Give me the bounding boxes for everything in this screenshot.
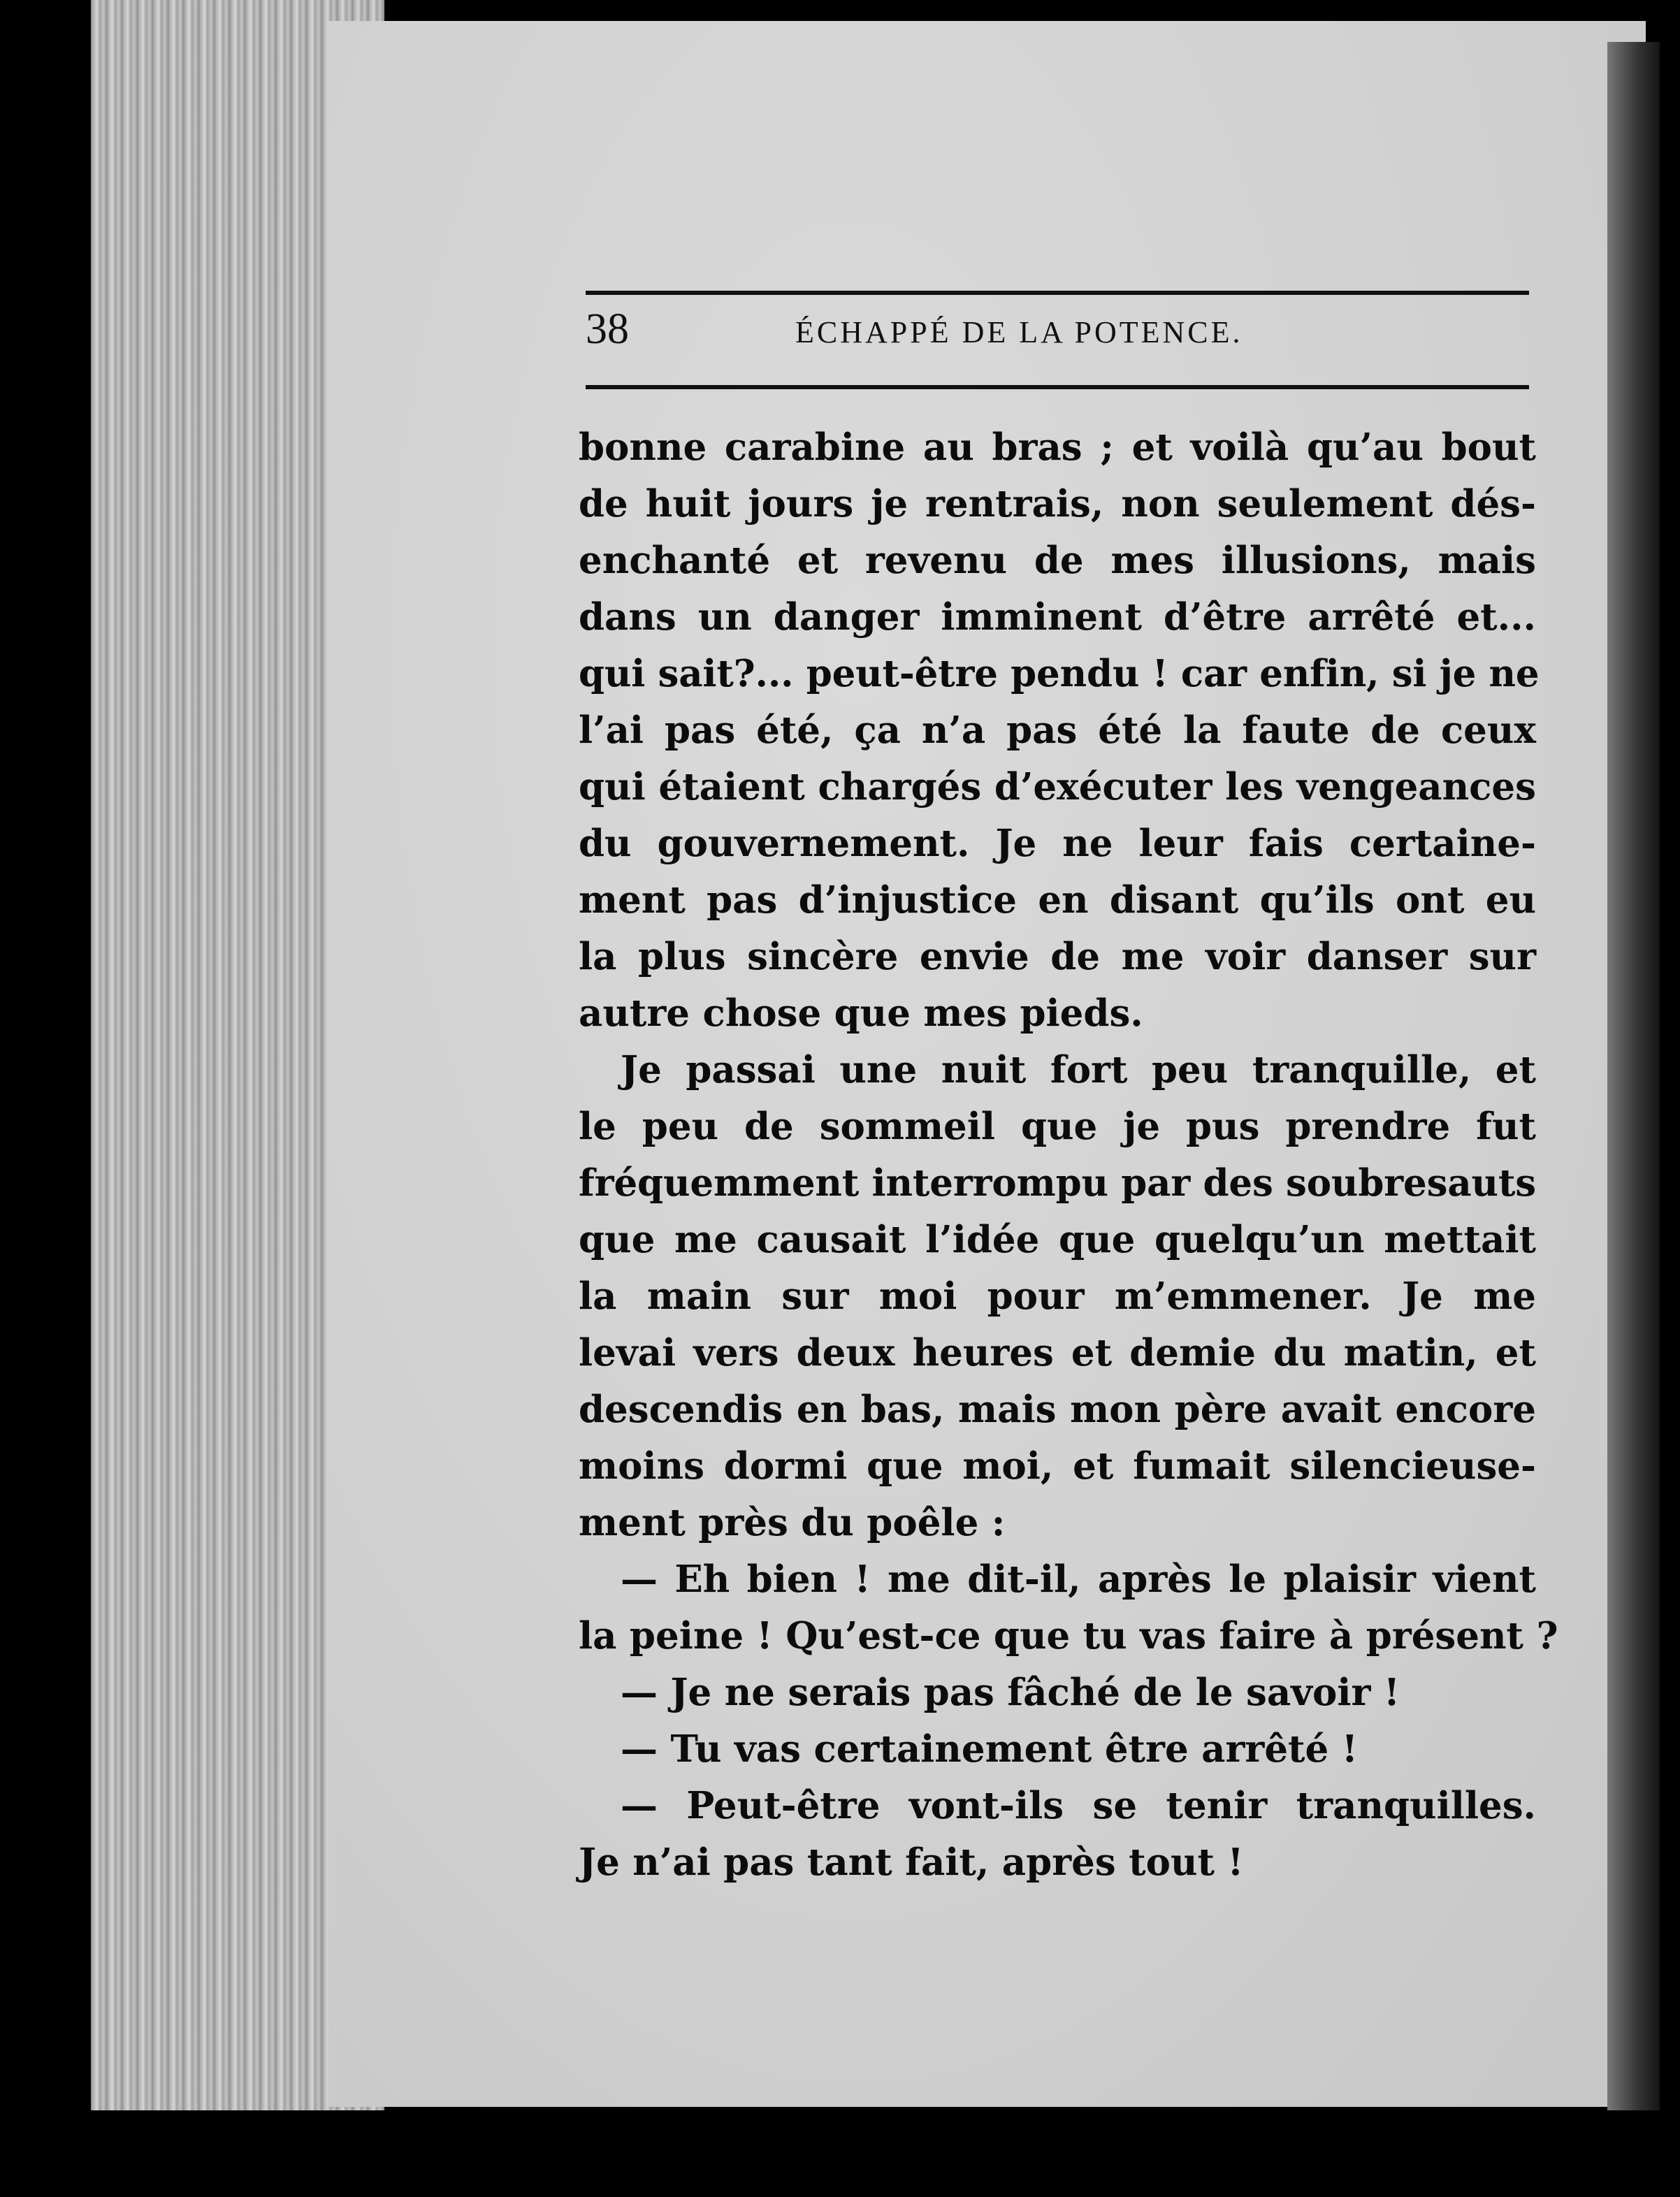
text-line: descendis en bas, mais mon père avait encore xyxy=(579,1388,1536,1431)
text-line: du gouvernement. Je ne leur fais certaine- xyxy=(579,822,1536,865)
text-line: que me causait l’idée que quelqu’un mettait xyxy=(579,1218,1536,1261)
header-rule-bottom xyxy=(586,385,1529,389)
body-text xyxy=(579,419,1558,1891)
text-line: fréquemment interrompu par des soubresauts xyxy=(579,1161,1536,1205)
text-line: moins dormi que moi, et fumait silencieuse- xyxy=(579,1444,1536,1488)
text-line: qui étaient chargés d’exécuter les vengeances xyxy=(579,765,1536,809)
text-line: qui sait?... peut-être pendu ! car enfin, si je ne xyxy=(579,652,1540,695)
running-head xyxy=(586,300,1529,370)
text-line: le peu de sommeil que je pus prendre fut xyxy=(579,1105,1536,1148)
text-line: — Peut-être vont-ils se tenir tranquilles. xyxy=(621,1784,1536,1827)
text-line: — Je ne serais pas fâché de le savoir ! xyxy=(621,1671,1400,1714)
text-line: autre chose que mes pieds. xyxy=(579,992,1143,1035)
text-line: la plus sincère envie de me voir danser sur xyxy=(579,935,1536,978)
text-line: ment près du poêle : xyxy=(579,1501,1006,1544)
text-line: dans un danger imminent d’être arrêté et... xyxy=(579,595,1536,639)
text-line: Je n’ai pas tant fait, après tout ! xyxy=(579,1841,1244,1884)
text-line: — Eh bien ! me dit-il, après le plaisir vient xyxy=(621,1558,1536,1601)
text-line: levai vers deux heures et demie du matin, et xyxy=(579,1331,1536,1375)
running-title: ÉCHAPPÉ DE LA POTENCE. xyxy=(795,315,1243,349)
text-line: — Tu vas certainement être arrêté ! xyxy=(621,1727,1358,1771)
text-line: bonne carabine au bras ; et voilà qu’au bout xyxy=(579,426,1536,469)
binding-shadow xyxy=(1607,42,1660,2110)
text-line: l’ai pas été, ça n’a pas été la faute de ceux xyxy=(579,709,1536,752)
page-number: 38 xyxy=(586,305,629,353)
text-line: la peine ! Qu’est-ce que tu vas faire à présent ? xyxy=(579,1614,1558,1658)
text-line: Je passai une nuit fort peu tranquille, et xyxy=(621,1048,1536,1092)
header-rule-top xyxy=(586,291,1529,295)
text-line: la main sur moi pour m’emmener. Je me xyxy=(579,1275,1536,1318)
text-line: ment pas d’injustice en disant qu’ils ont eu xyxy=(579,878,1536,922)
text-line: enchanté et revenu de mes illusions, mais xyxy=(579,539,1536,582)
text-line: de huit jours je rentrais, non seulement dés- xyxy=(579,482,1536,525)
